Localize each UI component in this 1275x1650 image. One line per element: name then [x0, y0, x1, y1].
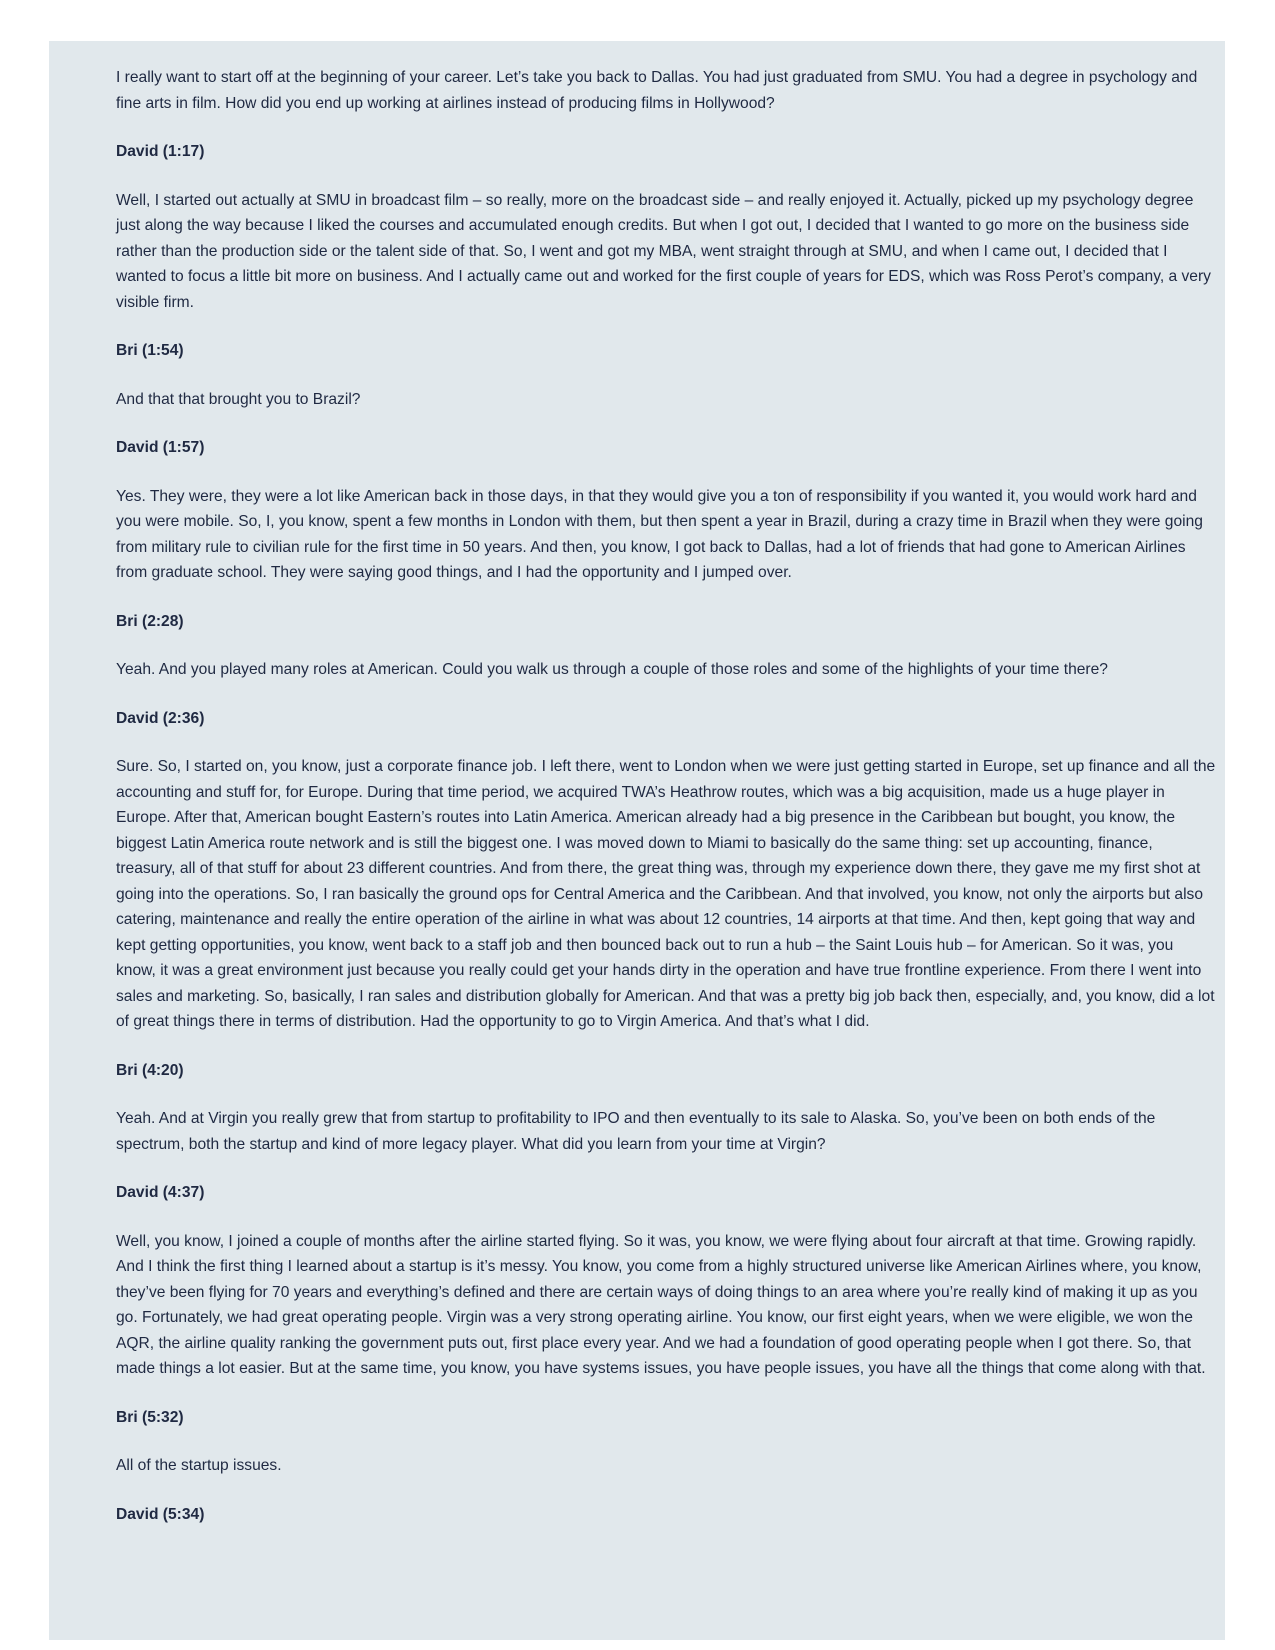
transcript-paragraph: I really want to start off at the beginning of your career. Let’s take you back to Dallas. You had just graduated from SMU. You had a degree in psychology and fine arts in film. How did you end up working at airlines instead of producing films in Hollywood?	[116, 69, 1198, 112]
speaker-label: David (1:17)	[116, 143, 205, 160]
transcript-paragraph: All of the startup issues.	[116, 1457, 282, 1474]
speaker-label: Bri (5:32)	[116, 1408, 184, 1426]
speaker-label: David (4:37)	[116, 1184, 205, 1201]
speaker-label: David (5:34)	[116, 1505, 205, 1523]
transcript-paragraph: Well, you know, I joined a couple of months after the airline started flying. So it was, you know, we were flying about four aircraft at that time. Growing rapidly. And I think the first thing I learned about a startup is it’s messy. You know, you come from a highly structured universe like American Airlines where, you know, they’ve been flying for 70 years and everything’s defined and there are certain ways of doing things to an area where you’re really kind of making it up as you go. Fortunately, we had great operating people. Virgin was a very strong operating airline. You know, our first eight years, when we were eligible, we won the AQR, the airline quality ranking the government puts out, first place every year. And we had a foundation of good operating people when I got there. So, that made things a lot easier. But at the same time, you know, you have systems issues, you have people issues, you have all the things that come along with that.	[116, 1232, 1206, 1377]
transcript-paragraph: And that that brought you to Brazil?	[116, 390, 361, 408]
transcript-paragraph: Well, I started out actually at SMU in broadcast film – so really, more on the broadcast side – and really enjoyed it. Actually, picked up my psychology degree just along the way because I liked the courses and accumulated enough credits. But when I got out, I decided that I wanted to go more on the business side rather than the production side or the talent side of that. So, I went and got my MBA, went straight through at SMU, and when I came out, I decided that I wanted to focus a little bit more on business. And I actually came out and worked for the first couple of years for EDS, which was Ross Perot’s company, a very visible firm.	[116, 191, 1211, 311]
transcript-paragraph: Sure. So, I started on, you know, just a corporate finance job. I left there, went to London when we were just getting started in Europe, set up finance and all the accounting and stuff for, for Europe. During that time period, we acquired TWA’s Heathrow routes, which was a big acquisition, made us a huge player in Europe. After that, American bought Eastern’s routes into Latin America. American already had a big presence in the Caribbean but bought, you know, the biggest Latin America route network and is still the biggest one. I was moved down to Miami to basically do the same thing: set up accounting, finance, treasury, all of that stuff for about 23 different countries. And from there, the great thing was, through my experience down there, they gave me my first shot at going into the operations. So, I ran basically the ground ops for Central America and the Caribbean. And that involved, you know, not only the airports but also catering, maintenance and really the entire operation of the airline in what was about 12 countries, 14 airports at that time. And then, kept going that way and kept getting opportunities, you know, went back to a staff job and then bounced back out to run a hub – the Saint Louis hub – for American. So it was, you know, it was a great environment just because you really could get your hands dirty in the operation and have true frontline experience. From there I went into sales and marketing. So, basically, I ran sales and distribution globally for American. And that was a pretty big job back then, especially, and, you know, did a lot of great things there in terms of distribution. Had the opportunity to go to Virgin America. And that’s what I did.	[116, 758, 1216, 1030]
transcript-paragraph: Yeah. And at Virgin you really grew that from startup to profitability to IPO and then eventually to its sale to Alaska. So, you’ve been on both ends of the spectrum, both the startup and kind of more legacy player. What did you learn from your time at Virgin?	[116, 1110, 1156, 1153]
speaker-label: David (2:36)	[116, 709, 205, 727]
speaker-label: David (1:57)	[116, 439, 205, 456]
transcript-paragraph: Yes. They were, they were a lot like American back in those days, in that they would give you a ton of responsibility if you wanted it, you would work hard and you were mobile. So, I, you know, spent a few months in London with them, but then spent a year in Brazil, during a crazy time in Brazil when they were going from military rule to civilian rule for the first time in 50 years. And then, you know, I got back to Dallas, had a lot of friends that had gone to American Airlines from graduate school. They were saying good things, and I had the opportunity and I jumped over.	[116, 487, 1203, 581]
transcript-paragraph: Yeah. And you played many roles at American. Could you walk us through a couple of those roles and some of the highlights of your time there?	[116, 661, 1108, 678]
speaker-label: Bri (4:20)	[116, 1061, 184, 1079]
speaker-label: Bri (1:54)	[116, 342, 184, 359]
transcript-content	[116, 65, 1216, 1550]
transcript-panel	[49, 41, 1225, 1640]
speaker-label: Bri (2:28)	[116, 612, 184, 630]
